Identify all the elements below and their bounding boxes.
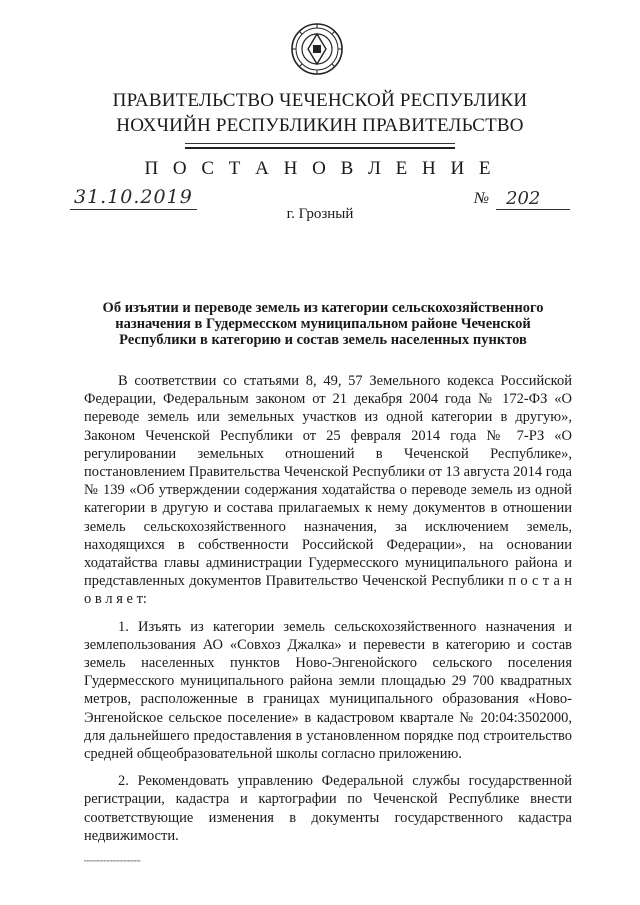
document-date: 31.10.2019 xyxy=(70,186,197,210)
document-number: 202 xyxy=(496,188,570,210)
document-type: П О С Т А Н О В Л Е Н И Е xyxy=(144,158,496,179)
header-divider xyxy=(185,143,455,144)
body-paragraph-item-2: 2. Рекомендовать управлению Федеральной службы государственной регистрации, кадастра и картографии по Чеченской Республике внести соответствующие изменения в документы государственного кадастра недвижимости. xyxy=(84,773,572,844)
government-name-russian: ПРАВИТЕЛЬСТВО ЧЕЧЕНСКОЙ РЕСПУБЛИКИ xyxy=(112,90,528,111)
coat-of-arms-emblem-icon xyxy=(290,22,344,76)
document-title: Об изъятии и переводе земель из категории сельскохозяйственного назначения в Гудермесском муниципальном районе Чеченской Республики в категорию и состав земель населенных пунктов xyxy=(102,300,544,348)
document-body xyxy=(84,372,572,854)
body-paragraph-item-1: 1. Изъять из категории земель сельскохозяйственного назначения и землепользования АО «Совхоз Джалка» и перевести в категорию и состав земель населенных пунктов Ново-Энгенойского сельского поселения Гудермесского муниципального района земли площадью 29 700 квадратных метров, расположенные в границах муниципального образования «Ново-Энгенойское сельское поселение» в кадастровом квартале № 20:04:3502000, для дальнейшего предоставления в установленном порядке под строительство средней общеобразовательной школы согласно приложению. xyxy=(84,618,572,763)
footer-mark: ▪▪▪▪▪▪▪▪▪▪▪▪▪▪▪▪▪▪▪▪▪▪▪▪▪▪▪▪▪▪▪▪▪▪▪▪▪▪▪▪ xyxy=(84,858,141,863)
government-name-chechen: НОХЧИЙН РЕСПУБЛИКИН ПРАВИТЕЛЬСТВО xyxy=(116,115,524,136)
body-paragraph-preamble: В соответствии со статьями 8, 49, 57 Земельного кодекса Российской Федерации, Федеральным законом от 21 декабря 2004 года № 172-ФЗ «О переводе земель или земельных участков из одной категории в другую», Законом Чеченской Республики от 25 февраля 2014 года № 7-РЗ «О регулировании земельных отношений в Чеченской Республике», постановлением Правительства Чеченской Республики от 13 августа 2014 года № 139 «Об утверждении содержания ходатайства о переводе земель из одной категории в другую и состава прилагаемых к нему документов в отношении земель сельскохозяйственного назначения, за исключением земель, находящихся в собственности Российской Федерации», на основании ходатайства главы администрации Гудермесского муниципального района и представленных документов Правительство Чеченской Республики п о с т а н о в л я е т: xyxy=(84,373,572,608)
header-divider-thick xyxy=(185,147,455,149)
number-sign: № xyxy=(474,190,490,207)
document-city: г. Грозный xyxy=(286,206,354,222)
